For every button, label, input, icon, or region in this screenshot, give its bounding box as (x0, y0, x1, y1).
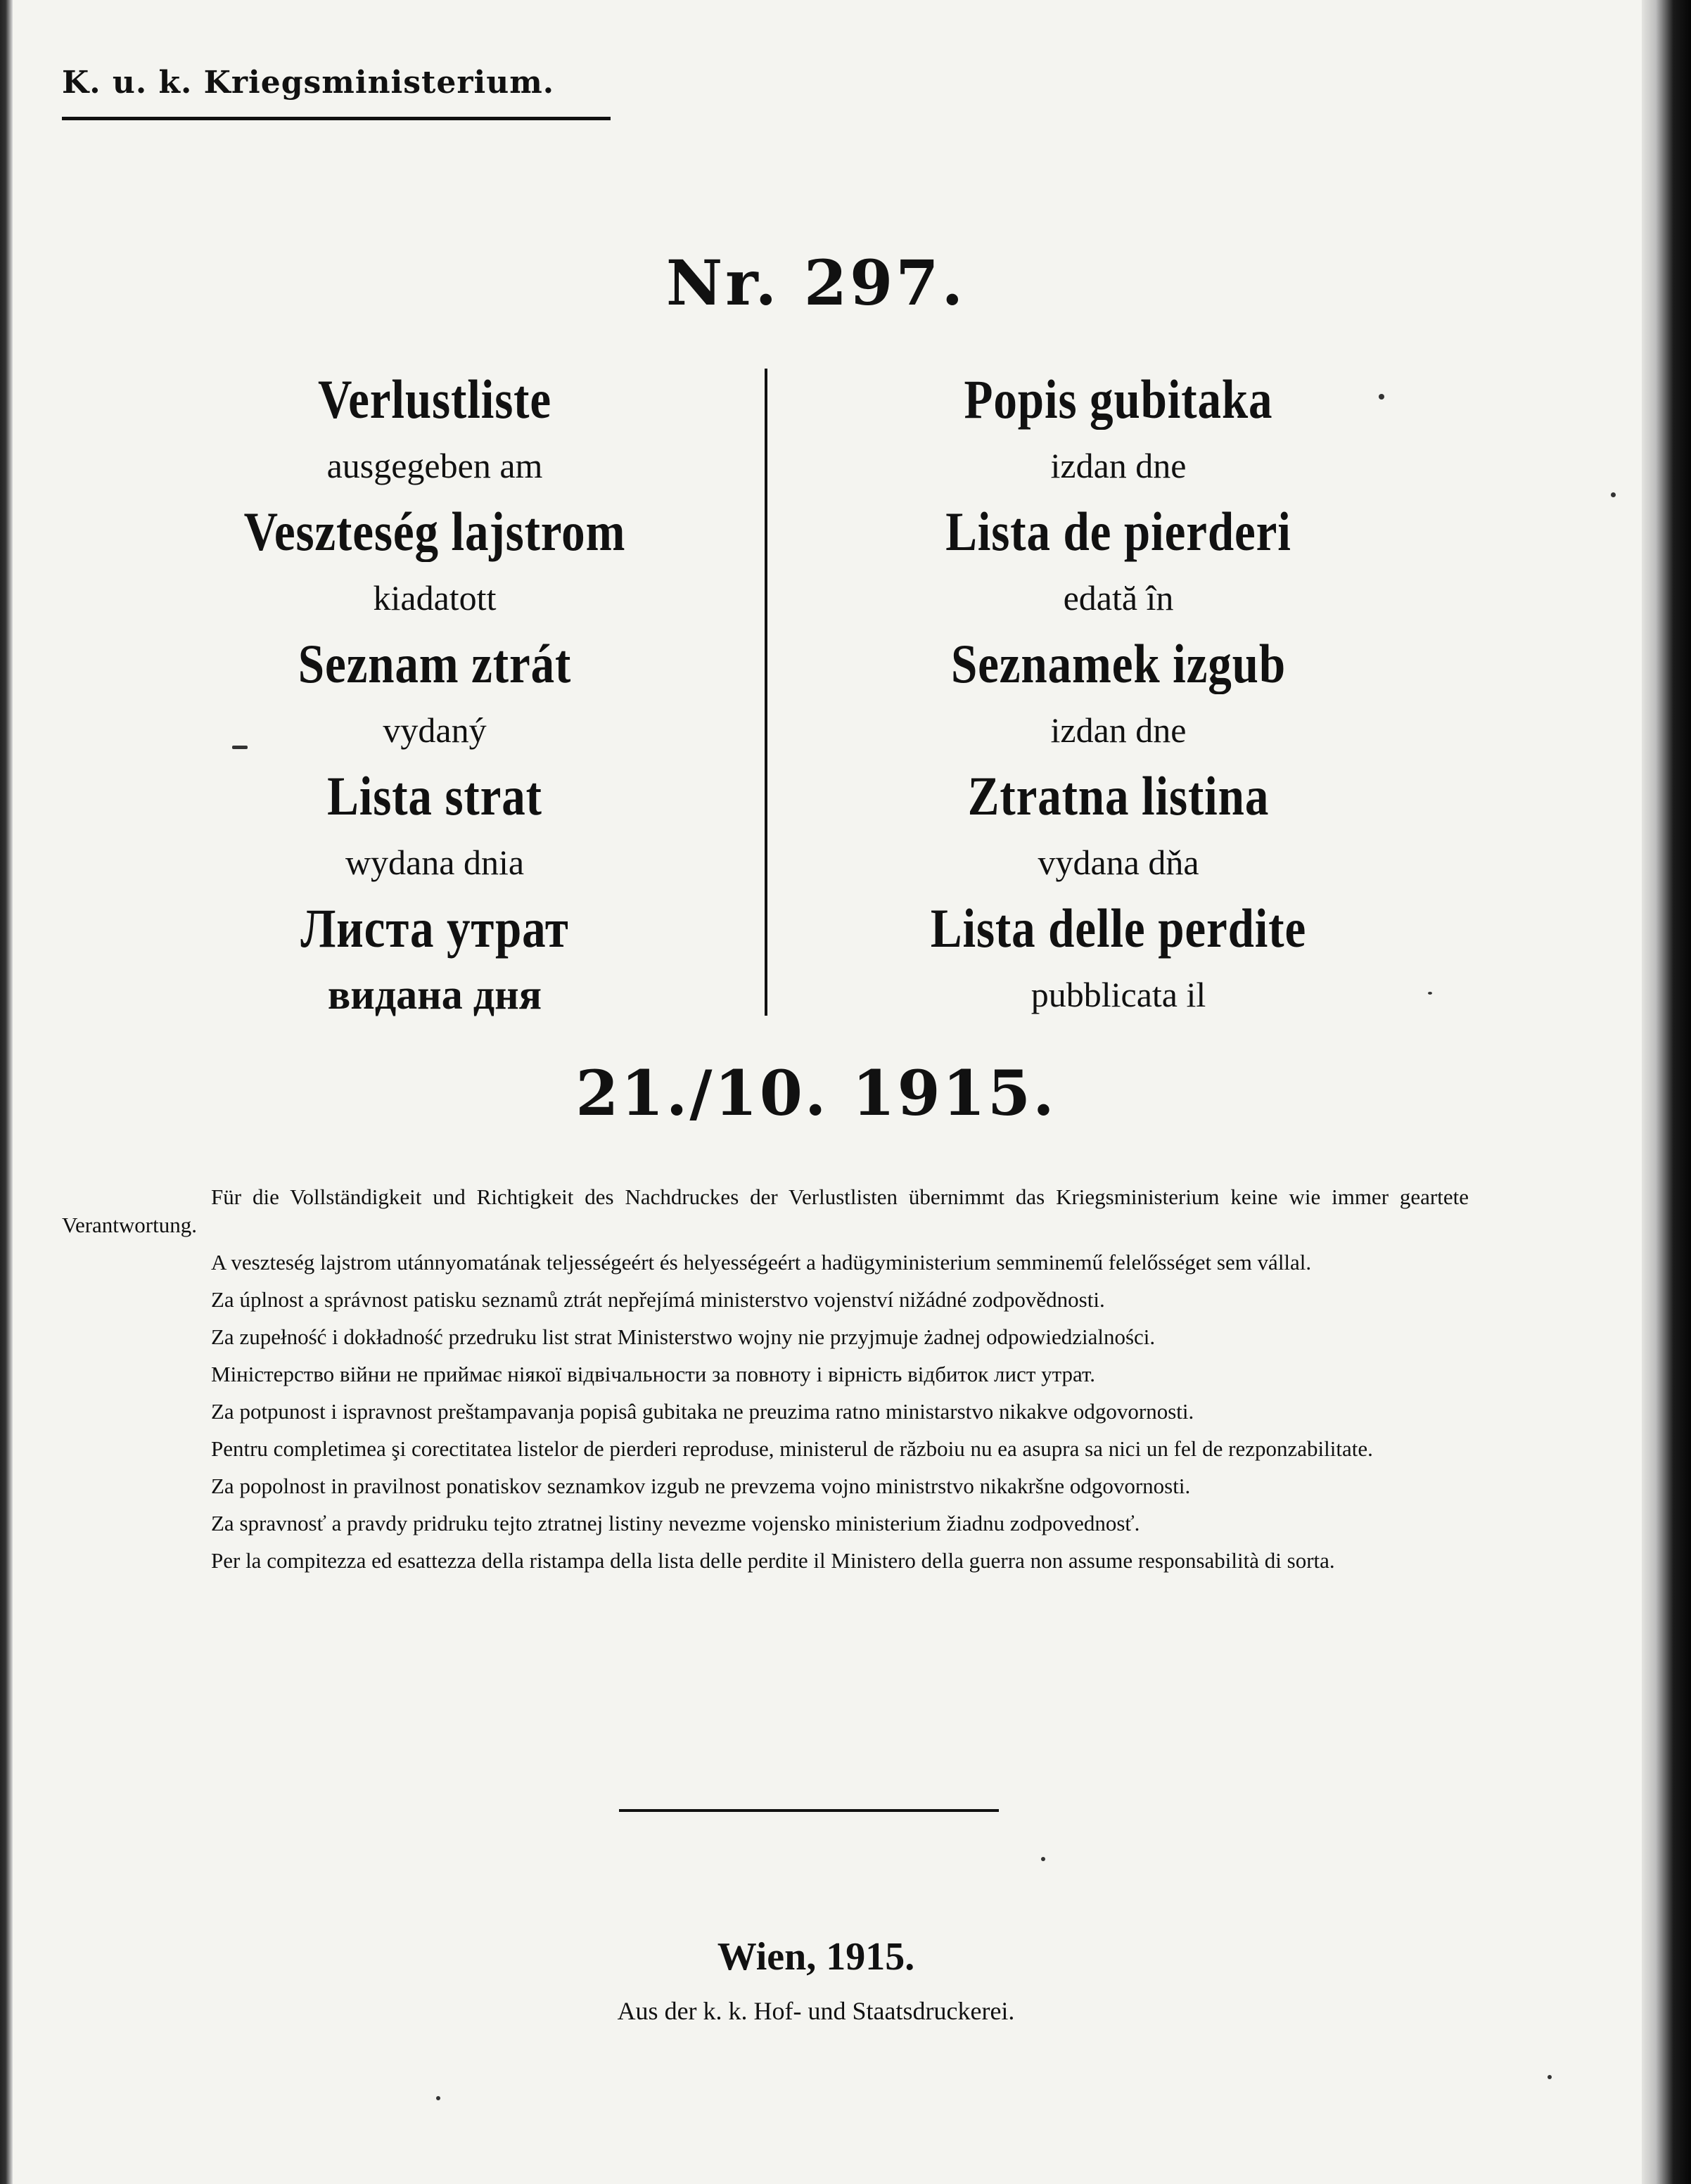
disclaimer-slovenian: Za popolnost in pravilnost ponatiskov seznamkov izgub ne prevzema vojno ministrstvo nikakršne odgovornosti. (211, 1474, 1191, 1498)
scan-speck (1041, 1857, 1045, 1861)
title-czech: Seznam ztrát (298, 633, 572, 694)
disclaimer-romanian: Pentru completimea şi corectitatea listelor de pierderi reproduse, ministerul de războiu nu ea asupra sa nici un fel de rezponzabilitate. (211, 1436, 1373, 1461)
subtitle-ruthenian: видана дня (327, 971, 542, 1018)
right-title-column (802, 366, 1435, 1027)
scan-speck (1548, 2075, 1552, 2079)
title-ruthenian: Листа утрат (300, 898, 569, 959)
disclaimer-german: Für die Vollständigkeit und Richtigkeit des Nachdruckes der Verlustlisten übernimmt das Kriegsministerium keine wie immer geartete Verantwortung. (62, 1184, 1469, 1237)
section-divider (619, 1809, 999, 1812)
disclaimer-czech: Za úplnost a správnost patisku seznamů ztrát nepřejímá ministerstvo vojenství nižádné zodpovědnosti. (211, 1287, 1105, 1312)
scan-speck (436, 2096, 440, 2100)
title-slovak: Ztratna listina (967, 765, 1270, 826)
disclaimer-hungarian: A veszteség lajstrom utánnyomatának teljességeért és helyességeért a hadügyministerium semminemű felelősséget sem vállal. (211, 1250, 1312, 1275)
disclaimer-block (62, 1183, 1469, 1584)
disclaimer-ruthenian: Міністерство війни не приймає ніякої відвічальности за повноту і вірність відбиток лист утрат. (211, 1362, 1095, 1386)
title-romanian: Lista de pierderi (945, 501, 1291, 562)
scan-speck (1379, 394, 1384, 400)
scan-edge-right (1642, 0, 1691, 2184)
imprint-city-year: Wien, 1915. (717, 1935, 915, 1979)
subtitle-german: ausgegeben am (326, 446, 543, 485)
disclaimer-slovak: Za spravnosť a pravdy pridruku tejto ztratnej listiny nevezme vojensko ministerium žiadnu zodpovednosť. (211, 1511, 1140, 1535)
title-croatian: Popis gubitaka (964, 369, 1273, 430)
title-german: Verlustliste (317, 369, 552, 430)
subtitle-polish: wydana dnia (345, 843, 525, 882)
disclaimer-croatian: Za potpunost i ispravnost preštampavanja popisâ gubitaka ne preuzima ratno ministarstvo nikakve odgovornosti. (211, 1399, 1194, 1424)
scan-speck (232, 746, 248, 749)
subtitle-romanian: edată în (1063, 578, 1174, 618)
imprint-printer: Aus der k. k. Hof- und Staatsdruckerei. (617, 1997, 1015, 2025)
column-divider (765, 369, 767, 1016)
subtitle-slovak: vydana dňa (1038, 843, 1199, 882)
issue-date: 21./10. 1915. (575, 1056, 1057, 1130)
header-underline (62, 117, 611, 120)
disclaimer-polish: Za zupełność i dokładność przedruku list strat Ministerstwo wojny nie przyjmuje żadnej odpowiedzialności. (211, 1324, 1156, 1349)
scan-speck (1611, 492, 1616, 497)
subtitle-slovenian: izdan dne (1050, 710, 1187, 750)
subtitle-italian: pubblicata il (1030, 975, 1206, 1014)
title-polish: Lista strat (327, 765, 542, 826)
scan-speck (1428, 992, 1432, 995)
list-number: Nr. 297. (665, 246, 966, 319)
title-italian: Lista delle perdite (930, 898, 1307, 959)
subtitle-croatian: izdan dne (1050, 446, 1187, 485)
title-slovenian: Seznamek izgub (950, 633, 1287, 694)
subtitle-hungarian: kiadatott (373, 578, 497, 618)
title-hungarian: Veszteség lajstrom (243, 501, 626, 562)
ministry-header: K. u. k. Kriegsministerium. (62, 65, 555, 101)
left-title-column (118, 366, 751, 1027)
subtitle-czech: vydaný (383, 710, 487, 750)
disclaimer-italian: Per la compitezza ed esattezza della ristampa della lista delle perdite il Ministero della guerra non assume responsabilità di sorta. (211, 1548, 1335, 1573)
